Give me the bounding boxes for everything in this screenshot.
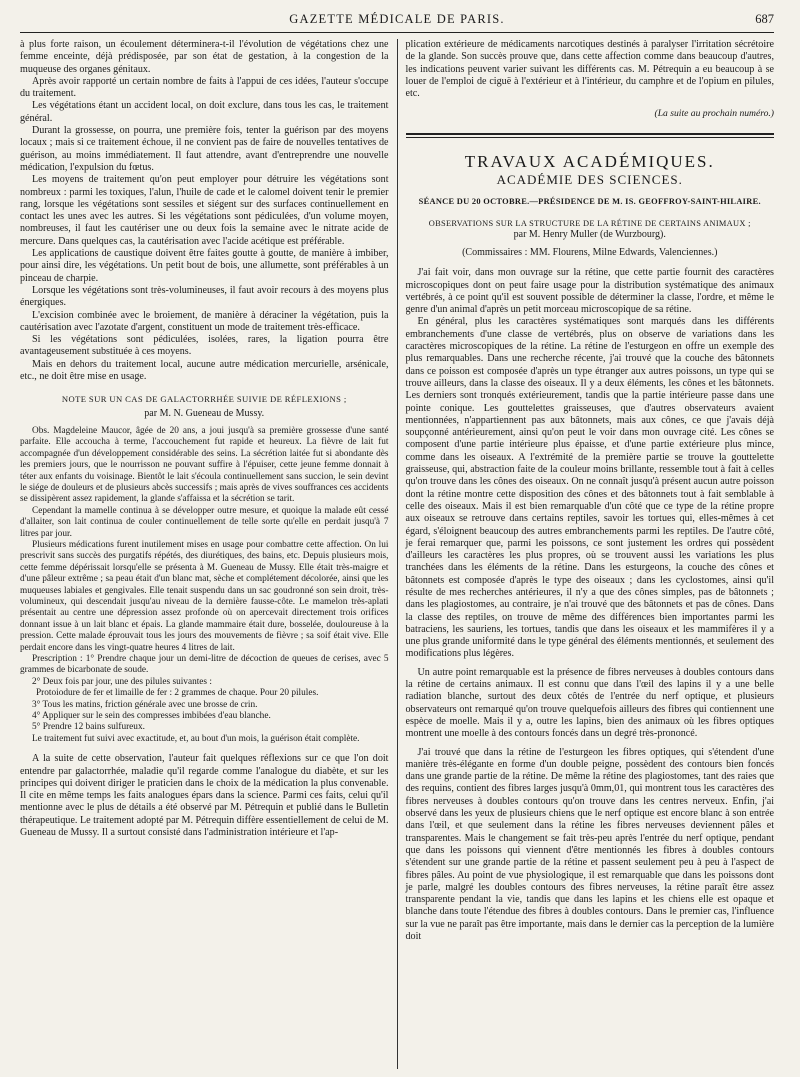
paragraph: à plus forte raison, un écoulement déterminera-t-il l'évolution de végétations chez une femme enceinte, déjà prédisposée, par son état de gestation, à la congestion de la muqueuse des organes génitaux. xyxy=(20,39,389,75)
paragraph: Durant la grossesse, on pourra, une première fois, tenter la guérison par des moyens locaux ; mais si ce traitement échoue, il ne convient pas de faire de nouvelles tentatives de guérison, au moins immédiatement. Il faut attendre, avant d'entreprendre une nouvelle médication, l'expulsion du fœtus. xyxy=(20,125,389,173)
paragraph: Plusieurs médications furent inutilement mises en usage pour combattre cette affection. On lui prescrivit sans succès des purgatifs répétés, des diurétiques, des bains, etc. Depuis plusieurs mois, cette femme dépérissait lorsqu'elle se présenta à M. Gueneau de Mussy. Elle était très-maigre et d'une pâleur extrême ; sa peau était d'un blanc mat, sèche et complétement décolorée, ainsi que les muqueuses labiales et gengivales. Elle tenait suspendu dans un sac goudronné son sein droit, très-volumineux, qui descendait jusqu'au niveau de la dernière fausse-côte. Le mamelon très-aplati présentait au centre une dépression assez profonde où on apercevait directement trois orifices donnant issue à un lait blanc et épais. La glande mammaire était dure, bosselée, douloureuse à la pression. Cette malade éprouvait tous les jours des mouvements de fièvre ; sa soif était vive. Elle perdait encore dans les vingt-quatre heures 4 litres de lait. xyxy=(20,539,389,653)
section-title: TRAVAUX ACADÉMIQUES. xyxy=(464,151,715,171)
right-column xyxy=(398,39,775,1069)
note-byline: par M. N. Gueneau de Mussy. xyxy=(144,407,265,419)
paragraph: Après avoir rapporté un certain nombre de faits à l'appui de ces idées, l'auteur s'occupe du traitement. xyxy=(20,75,389,100)
paragraph: Les végétations étant un accident local, on doit exclure, dans tous les cas, le traitement général. xyxy=(20,100,389,124)
paragraph: Lorsque les végétations sont très-volumineuses, il faut avoir recours à des moyens plus énergiques. xyxy=(20,284,389,309)
paragraph: En général, plus les caractères systématiques sont marqués dans les différents embranchements d'une classe de vertébrés, plus on observe de variations dans les caractères microscopiques de la rétine. La rétine de l'esturgeon en offre un exemple des plus remarquables. Dans une recherche récente, j'ai trouvé que la couche des bâtonnets dans ce poisson est composée d'après un type étranger aux autres poissons, un type qui se trouve ailleurs, dans la classe des oiseaux. Il y a deux éléments, les cônes et les bâtonnets. Les derniers sont tronqués extérieurement, tandis que la partie intérieure passe dans une pointe conique. Les gouttelettes graisseuses, que d'autres observateurs avaient mentionnées, n'appartiennent pas aux bâtonnets, mais aux cônes, ce que j'avais déjà soupçonné antérieurement, ainsi qu'on peut le voir dans mon ouvrage cité. Les cônes se composent d'une partie intérieure plus épaisse, et d'une partie extérieure plus mince, comme dans les oiseaux. A l'extrémité de la première partie se trouve la gouttelette graisseuse, qui, abstraction faite de la couleur moins brillante, ressemble tout à fait à celles qu'on trouve dans les cônes des oiseaux. On ne connaît jusqu'à présent aucun autre poisson dont la rétine montre cette disposition des cônes et des bâtonnets tout à fait semblable à celle des oiseaux. Mais il est bien remarquable d'un côté que ce type de la rétine propre aux oiseaux se retrouve dans certains reptiles, savoir les tortues qui, elles-mêmes à cet égard, s'éloignent beaucoup des autres embranchements parmi les reptiles. De l'autre côté, je ferai remarquer que, parmi les poissons, ce sont justement les ordres qui possèdent d'ailleurs les caractères les plus propres, où se trouvent aussi les variations les plus tranchées dans les éléments de la rétine. Dans les esturgeons, la couche des cônes et bâtonnets est composée d'après le type des oiseaux ; dans les cyclostomes, ainsi qu'il résulte de mes recherches antérieures, il n'y a que des cônes simples, pas de bâtonnets ; dans les plagiostomes, au contraire, je n'ai trouvé que des bâtonnets et pas de cônes. Dans la classe des reptiles, on trouve de même des différences bien importantes parmi les batraciens, les sauriens, les tortues, tandis que dans les oiseaux et les mammifères il y a une plus grande uniformité dans le type général des éléments mentionnés, et seulement des modifications plus légères. xyxy=(405,316,774,660)
seance-heading: SÉANCE DU 20 OCTOBRE.—PRÉSIDENCE DE M. IS. GEOFFROY-SAINT-HILAIRE. xyxy=(418,197,761,207)
left-column xyxy=(20,39,397,1069)
paragraph: Obs. Magdeleine Maucor, âgée de 20 ans, a joui jusqu'à sa première grossesse d'une santé parfaite. Elle accoucha à terme, l'accouchement fut rapide et heureux. La fièvre de lait fut accompagnée d'un développement considérable des seins. La sécrétion laitée fut si abondante dès les premiers jours, que le nourrisson ne pouvant suffire à l'épuiser, cette jeune femme donnait à téter aux enfants du voisinage. Bientôt le lait s'écoula continuellement sans succion, le sein devint le siége de douleurs et de plusieurs abcès successifs ; mais après de vives souffrances ces accidents se dissipèrent assez rapidement, la glande s'affaissa et la sécrétion se tarit. xyxy=(20,425,389,505)
paragraph: J'ai trouvé que dans la rétine de l'esturgeon les fibres optiques, qui s'étendent d'une manière très-élégante en forme d'un double peigne, possèdent des contours bien foncés dans une grande partie de la rétine. De même la rétine des plagiostomes, tant des raies que des requins, contient des fibres larges jusqu'à 0mm,01, qui montrent tous les caractères des fibres nerveuses à doubles contours qu'on trouve dans les centres nerveux. Enfin, j'ai observé dans les yeux de plusieurs chiens que le nerf optique est encore blanc à son entrée dans l'œil, et que seulement dans la rétine les fibres nerveuses deviennent pâles et transparentes. Mais le changement se fait très-peu après l'entrée du nerf optique, pendant que dans les poissons qui viennent d'être mentionnés les fibres à doubles contours s'étendent sur une grande partie de la rétine et passent seulement peu à peu à l'aspect de fibres pâles. Au point de vue physiologique, il est remarquable que dans les poissons dont je parle, malgré les doubles contours des fibres nerveuses, la rétine paraît être assez transparente pendant la vie, tandis que dans les lapins et les chiens elle est opaque et blanche dans toute l'étendue des fibres à doubles contours. Dans le premier cas, l'influence sur la vue ne paraît pas être importante, mais dans le dernier cas la perception de la lumière doit xyxy=(405,746,774,942)
paragraph: A la suite de cette observation, l'auteur fait quelques réflexions sur ce que l'on doit entendre par galactorrhée, maladie qu'il regarde comme l'analogue du diabète, et sur les principes qui doivent diriger le praticien dans le choix de la médication la plus convenable. Il cite en même temps les faits analogues épars dans la science. Parmi ces faits, celui qu'il mentionne avec le plus de détails a été observé par M. Pétrequin et publié dans le Bulletin thérapeutique. Le traitement adopté par M. Pétrequin diffère essentiellement de celui de M. Gueneau de Mussy. Il a surtout consisté dans l'administration intérieure et l'ap- xyxy=(20,753,389,839)
journal-title: GAZETTE MÉDICALE DE PARIS. xyxy=(289,12,505,26)
paragraph: Les moyens de traitement qu'on peut employer pour détruire les végétations sont nombreux : parmi les toxiques, l'alun, l'huile de cade et le calomel doivent tenir le premier rang, lorsque les végétations sont sessiles et siégent sur des surfaces continuellement en contact les unes avec les autres. Si les végétations sont pédiculées, d'un volume moyen, nombreuses, il faut les cautériser une ou deux fois la semaine avec le nitrate acide de mercure. Dans quelques cas, la cautérisation avec l'acide acétique est préférable. xyxy=(20,174,389,247)
section-rule xyxy=(406,133,775,138)
list-item: 5° Prendre 12 bains sulfureux. xyxy=(32,722,145,733)
paragraph: Prescription : 1° Prendre chaque jour un demi-litre de décoction de queues de cerises, avec 5 grammes de bicarbonate de soude. xyxy=(20,654,389,676)
columns xyxy=(20,39,774,1069)
paragraph: J'ai fait voir, dans mon ouvrage sur la rétine, que cette partie fournit des caractères microscopiques dont on peut faire usage pour la distribution systématique des animaux vertébrés, à ce point qu'il est souvent possible de déterminer la classe, l'ordre, et même le genre d'un animal d'après un petit morceau microscopique de sa rétine. xyxy=(405,267,774,316)
paragraph: Un autre point remarquable est la présence de fibres nerveuses à doubles contours dans la rétine de certains animaux. Il est connu que dans l'œil des lapins il y a une belle radiation blanche, surtout des deux côtés de l'entrée du nerf optique, et plusieurs observateurs ont remarqué qu'on trouve quelquefois ailleurs des fibres qui contiennent une espèce de moelle. Mais il y a, outre les lapins, bien des animaux où les fibres optiques montrent une moelle à des contours foncés dans un degré très-prononcé. xyxy=(405,666,774,740)
list-item: 4° Appliquer sur le sein des compresses imbibées d'eau blanche. xyxy=(32,711,271,722)
paragraph: plication extérieure de médicaments narcotiques destinés à paralyser l'irritation sécrétoire de la glande. Son succès prouve que, dans cette affection comme dans beaucoup d'autres, les indications peuvent varier suivant les différents cas. M. Pétrequin a eu beaucoup à se louer de l'emploi de ciguë à l'extérieur et à l'intérieur, du camphre et de l'opium en pilules, etc. xyxy=(405,39,774,100)
section-subtitle: ACADÉMIE DES SCIENCES. xyxy=(496,172,683,188)
paragraph: Cependant la mamelle continua à se développer outre mesure, et quoique la malade eût cessé d'allaiter, son lait continua de couler continuellement de telle sorte qu'elle en perdait jusqu'à 7 litres par jour. xyxy=(20,505,389,539)
paragraph: L'excision combinée avec le broiement, de manière à déraciner la végétation, puis la cautérisation avec l'azotate d'argent, constituent un mode de traitement très-efficace. xyxy=(20,309,389,333)
commissioners: (Commissaires : MM. Flourens, Milne Edwards, Valenciennes.) xyxy=(462,246,718,258)
list-item: 3° Tous les matins, friction générale avec une brosse de crin. xyxy=(32,699,258,710)
paragraph: 2° Deux fois par jour, une des pilules suivantes : xyxy=(32,676,212,687)
page-number: 687 xyxy=(755,12,774,26)
paragraph: Si les végétations sont pédiculées, isolées, rares, la ligation pourra être avantageusement substituée à ces moyens. xyxy=(20,334,389,358)
pill-formula: Protoiodure de fer et limaille de fer : 2 grammes de chaque. Pour 20 pilules. xyxy=(36,688,319,699)
paragraph: Le traitement fut suivi avec exactitude, et, au bout d'un mois, la guérison était complète. xyxy=(32,733,360,744)
paragraph: Mais en dehors du traitement local, aucune autre médication mercurielle, arsénicale, etc., ne doit être mise en usage. xyxy=(20,358,389,383)
page-header xyxy=(20,12,774,33)
paragraph: Les applications de caustique doivent être faites goutte à goutte, de manière à imbiber, pour ainsi dire, les végétations. Un petit bout de bois, une allumette, sont préférables à un pinceau de charpie. xyxy=(20,248,389,284)
note-title: NOTE SUR UN CAS DE GALACTORRHÉE SUIVIE DE RÉFLEXIONS ; xyxy=(61,394,347,405)
continued-note: (La suite au prochain numéro.) xyxy=(654,108,774,120)
article-byline: par M. Henry Muller (de Wurzbourg). xyxy=(513,228,666,240)
article-title: OBSERVATIONS SUR LA STRUCTURE DE LA RÉTINE DE CERTAINS ANIMAUX ; xyxy=(428,218,751,228)
